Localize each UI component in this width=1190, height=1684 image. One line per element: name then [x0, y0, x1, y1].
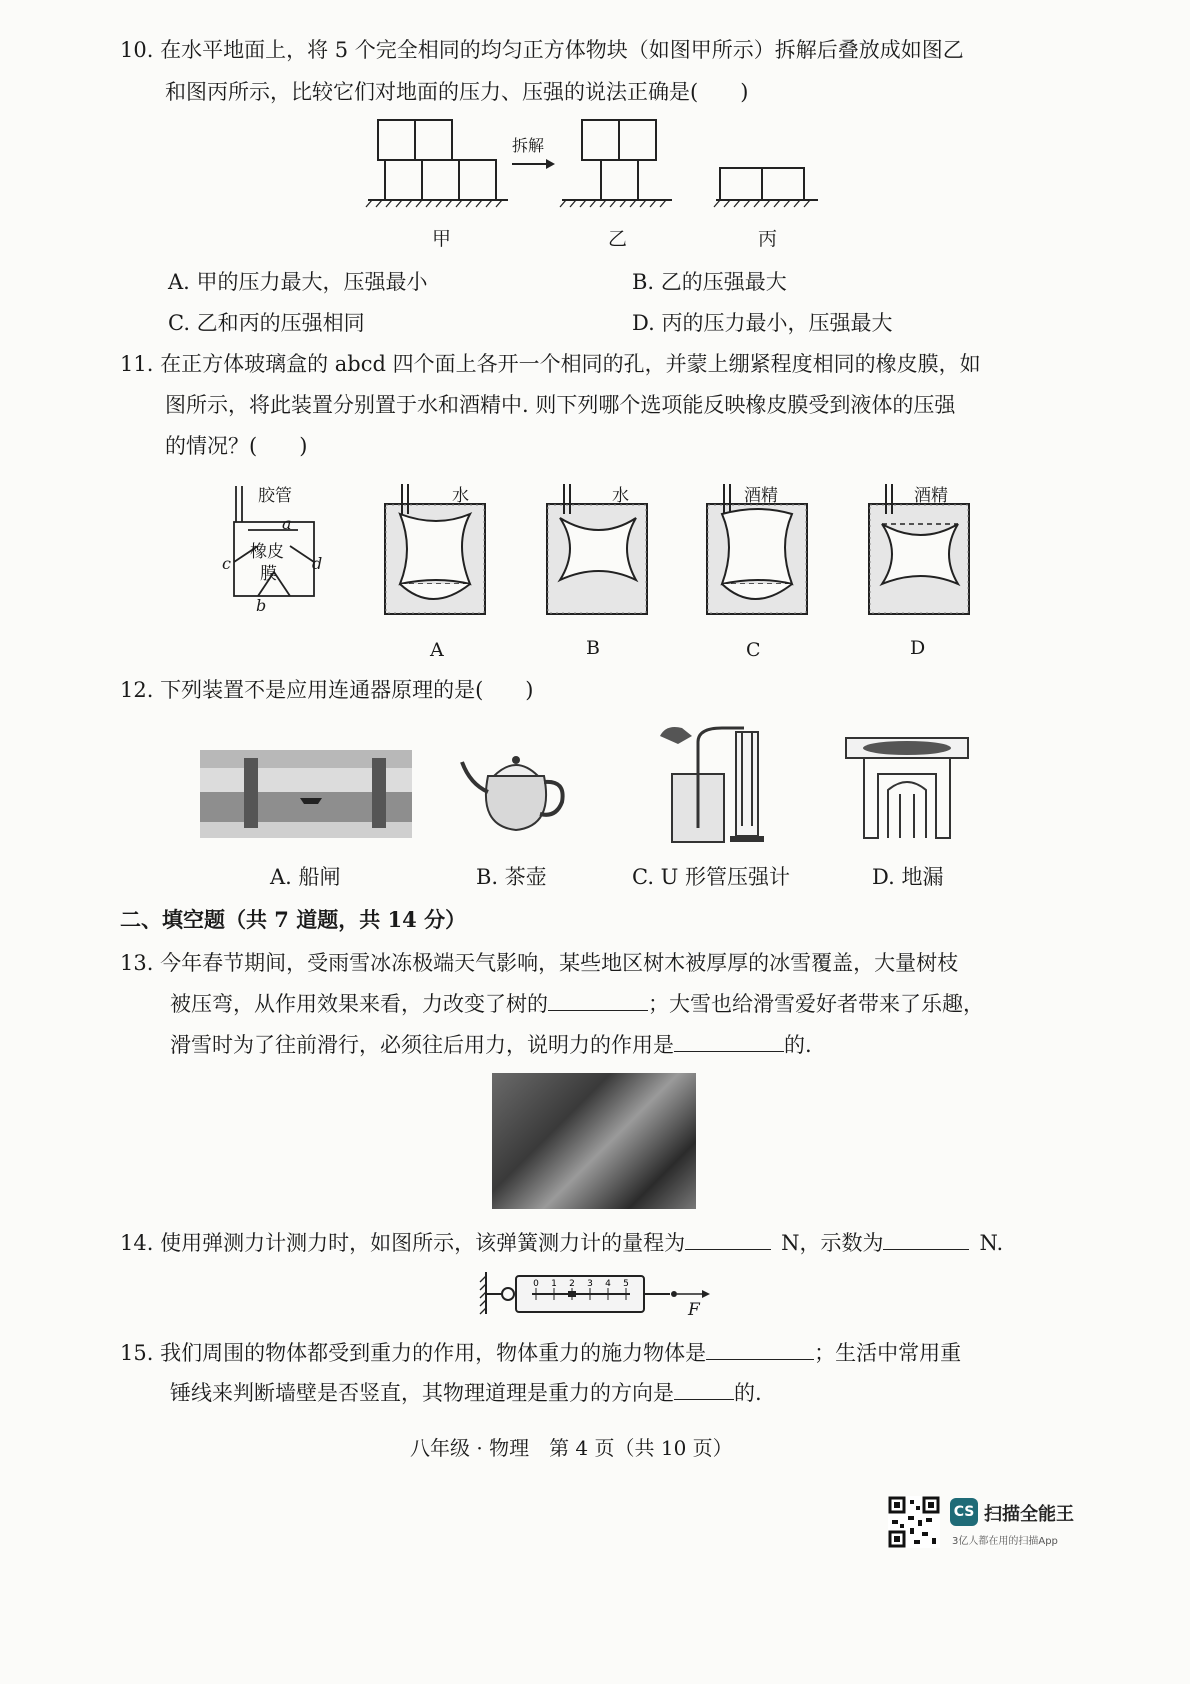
spring-scale-figure: [480, 1270, 710, 1322]
fig-label-yi: 乙: [608, 228, 628, 250]
fig-label-bing: 丙: [758, 228, 778, 250]
face-label-b: b: [256, 596, 267, 615]
figure-yi: [562, 120, 672, 200]
q15-line1: [120, 1339, 961, 1367]
q10-option-d[interactable]: D. 丙的压力最小，压强最大: [632, 311, 893, 335]
q10-option-c[interactable]: C. 乙和丙的压强相同: [168, 311, 365, 335]
watermark-app-name: 扫描全能王: [984, 1504, 1074, 1525]
q13-line2: [170, 990, 984, 1018]
scale-number-0: 0: [533, 1279, 539, 1289]
q11-line3: 的情况？( ): [165, 434, 308, 458]
scale-number-4: 4: [605, 1279, 611, 1289]
q13-answer-blank-1[interactable]: [548, 990, 648, 1011]
qr-code-icon: [888, 1496, 940, 1548]
q13-line3-text-a: 滑雪时为了往前滑行，必须往后用力，说明力的作用是: [170, 1033, 674, 1057]
q12-line1: 12. 下列装置不是应用连通器原理的是( ): [120, 678, 534, 702]
q15-line2-text-a: 锤线来判断墙壁是否竖直，其物理道理是重力的方向是: [170, 1381, 674, 1405]
q13-line1: 13. 今年春节期间，受雨雪冰冻极端天气影响，某些地区树木被厚厚的冰雪覆盖，大量树枝: [120, 951, 959, 975]
q14-reading-blank[interactable]: [883, 1229, 969, 1250]
q15-answer-blank-1[interactable]: [706, 1339, 814, 1360]
q13-line3: [170, 1031, 812, 1059]
teapot-image: [458, 740, 570, 836]
beaker-a: [382, 484, 492, 618]
u-tube-manometer-image: [652, 722, 790, 846]
q11-choice-a[interactable]: A: [430, 639, 444, 661]
q14-text-a: 14. 使用弹测力计测力时，如图所示，该弹簧测力计的量程为: [120, 1231, 686, 1255]
q12-option-c[interactable]: C. U 形管压强计: [632, 865, 791, 889]
figure-jia: [368, 120, 508, 200]
q10-figure: [360, 112, 820, 252]
q10-option-a[interactable]: A. 甲的压力最大，压强最小: [168, 270, 428, 294]
scale-number-1: 1: [551, 1279, 557, 1289]
face-label-c: c: [222, 554, 231, 573]
scale-number-5: 5: [623, 1279, 629, 1289]
scale-number-3: 3: [587, 1279, 593, 1289]
q14-text-b: N，示数为: [781, 1231, 884, 1255]
tube-label: 胶管: [258, 486, 292, 506]
q13-answer-blank-2[interactable]: [674, 1031, 784, 1052]
q10-line1: 10. 在水平地面上，将 5 个完全相同的均匀正方体物块（如图甲所示）拆解后叠放成如图乙: [120, 38, 964, 62]
liquid-label-a: 水: [452, 486, 469, 506]
q13-line2-text-a: 被压弯，从作用效果来看，力改变了树的: [170, 992, 548, 1016]
q11-line1: 11. 在正方体玻璃盒的 abcd 四个面上各开一个相同的孔，并蒙上绷紧程度相同的橡皮膜，如: [120, 352, 981, 376]
q13-line2-text-b: ；大雪也给滑雪爱好者带来了乐趣，: [648, 992, 984, 1016]
q15-line1-text-a: 15. 我们周围的物体都受到重力的作用，物体重力的施力物体是: [120, 1341, 707, 1365]
face-label-a: a: [282, 514, 292, 533]
q10-option-b[interactable]: B. 乙的压强最大: [632, 270, 787, 294]
figure-bing: [716, 168, 818, 200]
q13-line3-text-b: 的.: [784, 1033, 812, 1057]
beaker-b: [544, 484, 654, 618]
q11-choice-d[interactable]: D: [910, 637, 926, 659]
watermark-tagline: 3亿人都在用的扫描App: [952, 1536, 1058, 1547]
liquid-label-b: 水: [612, 486, 629, 506]
q11-line2: 图所示，将此装置分别置于水和酒精中. 则下列哪个选项能反映橡皮膜受到液体的压强: [165, 393, 956, 417]
q10-line2: 和图丙所示，比较它们对地面的压力、压强的说法正确是( ): [165, 80, 749, 104]
q15-line2-text-b: 的.: [734, 1381, 762, 1405]
q11-choice-b[interactable]: B: [586, 637, 600, 659]
ship-lock-image: [200, 750, 412, 838]
liquid-label-c: 酒精: [744, 486, 778, 506]
fig-label-jia: 甲: [432, 228, 452, 250]
face-label-d: d: [312, 554, 323, 573]
page-footer: 八年级 · 物理 第 4 页（共 10 页）: [410, 1436, 733, 1460]
q14-range-blank[interactable]: [685, 1229, 771, 1250]
liquid-label-d: 酒精: [914, 486, 948, 506]
camscanner-logo: CS: [950, 1498, 978, 1526]
scale-number-2: 2: [569, 1279, 575, 1289]
force-label: F: [688, 1300, 700, 1320]
q12-option-d[interactable]: D. 地漏: [872, 865, 944, 889]
q11-choice-c[interactable]: C: [746, 639, 761, 661]
q12-option-b[interactable]: B. 茶壶: [476, 865, 547, 889]
q12-option-a[interactable]: A. 船闸: [270, 865, 341, 889]
q15-line2: [170, 1379, 762, 1407]
membrane-label-2: 膜: [260, 564, 277, 584]
q14-text-c: N.: [979, 1231, 1004, 1255]
snow-tree-photo: [492, 1073, 696, 1209]
arrow-label: 拆解: [512, 136, 545, 155]
floor-drain-image: [842, 734, 972, 846]
q14-line: [120, 1229, 1003, 1257]
section-title: 二、填空题（共 7 道题，共 14 分）: [120, 907, 467, 932]
q15-line1-text-b: ；生活中常用重: [814, 1341, 962, 1365]
membrane-label-1: 橡皮: [250, 542, 284, 562]
q15-answer-blank-2[interactable]: [674, 1379, 734, 1400]
disassemble-arrow: [512, 159, 555, 169]
